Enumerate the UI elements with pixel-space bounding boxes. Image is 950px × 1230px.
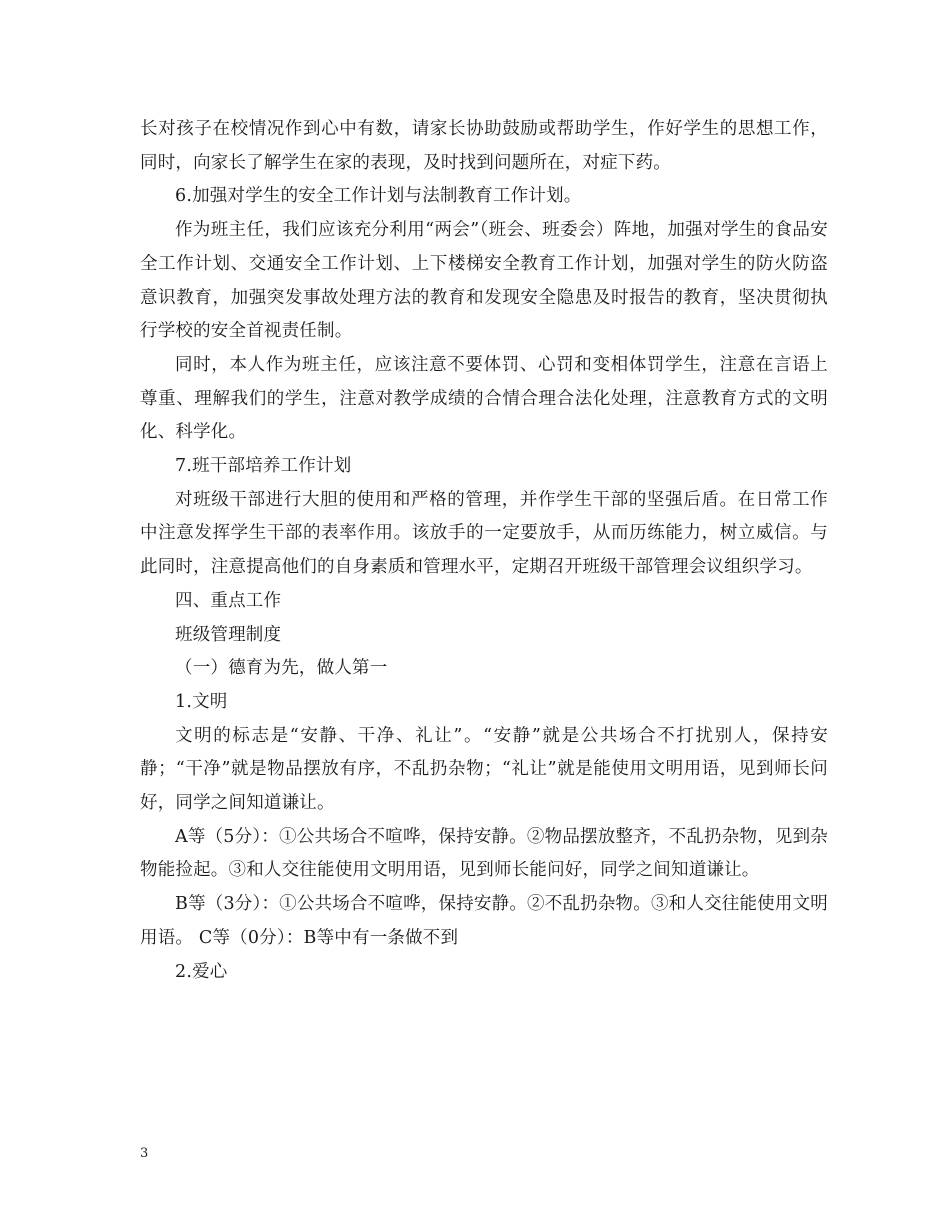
heading-class-cadre: 7.班干部培养工作计划 bbox=[175, 456, 352, 477]
heading-civility: 1.文明 bbox=[175, 691, 228, 712]
page-number: 3 bbox=[140, 1146, 149, 1161]
heading-moral-first: （一）德育为先，做人第一 bbox=[175, 658, 388, 679]
paragraph-grade-a: A等（5分）：①公共场合不喧哗，保持安静。②物品摆放整齐，不乱扔杂物，见到杂物能捡起。③和人交往能使用文明用语，见到师长能问好，同学之间知道谦让。 bbox=[140, 826, 828, 881]
paragraph-class-cadre: 对班级干部进行大胆的使用和严格的管理，并作学生干部的坚强后盾。在日常工作中注意发挥学生干部的表率作用。该放手的一定要放手，从而历练能力，树立威信。与此同时，注意提高他们的自身素质和管理水平，定期召开班级干部管理会议组织学习。 bbox=[140, 489, 828, 578]
heading-safety-education: 6.加强对学生的安全工作计划与法制教育工作计划。 bbox=[175, 186, 582, 207]
heading-key-work: 四、重点工作 bbox=[175, 590, 282, 611]
heading-love: 2.爱心 bbox=[175, 961, 228, 982]
body-text bbox=[140, 113, 828, 989]
paragraph-parent-communication: 长对孩子在校情况作到心中有数，请家长协助鼓励或帮助学生，作好学生的思想工作，同时，向家长了解学生在家的表现，及时找到问题所在，对症下药。 bbox=[140, 119, 828, 173]
heading-class-rules: 班级管理制度 bbox=[175, 624, 282, 645]
paragraph-civility-definition: 文明的标志是“安静、干净、礼让”。“安静”就是公共场合不打扰别人，保持安静；“干净”就是物品摆放有序，不乱扔杂物；“礼让”就是能使用文明用语，见到师长问好，同学之间知道谦让。 bbox=[140, 725, 828, 814]
paragraph-safety-plan: 作为班主任，我们应该充分利用“两会”（班会、班委会）阵地，加强对学生的食品安全工作计划、交通安全工作计划、上下楼梯安全教育工作计划，加强对学生的防火防盗意识教育，加强突发事故处理方法的教育和发现安全隐患及时报告的教育，坚决贯彻执行学校的安全首视责任制。 bbox=[140, 220, 828, 342]
paragraph-no-punishment: 同时，本人作为班主任，应该注意不要体罚、心罚和变相体罚学生，注意在言语上尊重、理解我们的学生，注意对教学成绩的合情合理合法化处理，注意教育方式的文明化、科学化。 bbox=[140, 354, 828, 443]
paragraph-grade-b-c: B等（3分）：①公共场合不喧哗，保持安静。②不乱扔杂物。③和人交往能使用文明用语。 C等（0分）：B等中有一条做不到 bbox=[140, 894, 828, 948]
